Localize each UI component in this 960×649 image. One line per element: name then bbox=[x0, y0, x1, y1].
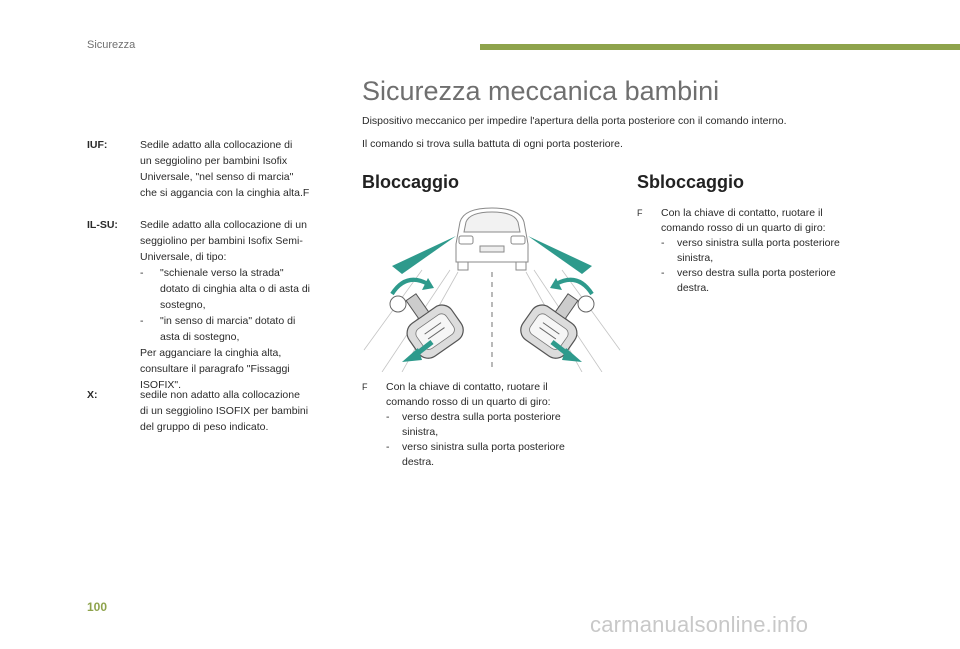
section-label: Sicurezza bbox=[87, 39, 136, 51]
unlock-instructions bbox=[637, 206, 867, 296]
ilsu-line: seggiolino per bambini Isofix Semi- bbox=[140, 235, 303, 247]
lock-instructions bbox=[362, 380, 592, 470]
right-key-icon bbox=[516, 278, 594, 363]
lock-sub-item bbox=[362, 440, 592, 470]
lock-sub-item bbox=[362, 410, 592, 440]
ilsu-term: IL-SU: bbox=[87, 219, 118, 231]
iuf-line: un seggiolino per bambini Isofix bbox=[140, 155, 288, 167]
lock-sub-line: verso sinistra sulla porta posteriore bbox=[402, 441, 565, 453]
bullet-line: asta di sostegno, bbox=[160, 331, 240, 343]
unlock-sub-line: sinistra, bbox=[677, 252, 714, 264]
lock-line: Con la chiave di contatto, ruotare il bbox=[386, 381, 548, 393]
unlock-sub-item bbox=[637, 266, 867, 296]
ilsu-line: Sedile adatto alla collocazione di un bbox=[140, 219, 307, 231]
checkbox-marker-icon: F bbox=[362, 382, 368, 392]
iuf-line: Sedile adatto alla collocazione di bbox=[140, 139, 293, 151]
unlock-sub-line: verso destra sulla porta posteriore bbox=[677, 267, 836, 279]
header-accent-bar bbox=[480, 44, 960, 50]
x-line: sedile non adatto alla collocazione bbox=[140, 389, 300, 401]
x-line: del gruppo di peso indicato. bbox=[140, 421, 269, 433]
ilsu-after-line: consultare il paragrafo "Fissaggi bbox=[140, 363, 290, 375]
car-rear-view bbox=[456, 208, 528, 270]
unlock-sub-item bbox=[637, 236, 867, 266]
bullet-dash: - bbox=[140, 267, 144, 279]
lock-sub-line: sinistra, bbox=[402, 426, 439, 438]
ilsu-line: Universale, di tipo: bbox=[140, 251, 227, 263]
sub-dash: - bbox=[386, 441, 390, 453]
lock-sub-line: destra. bbox=[402, 456, 435, 468]
unlock-step bbox=[637, 206, 867, 236]
ilsu-after-line: Per agganciare la cinghia alta, bbox=[140, 347, 282, 359]
watermark: carmanualsonline.info bbox=[590, 612, 809, 637]
x-description bbox=[140, 387, 340, 435]
left-beam bbox=[392, 236, 456, 274]
lock-line: comando rosso di un quarto di giro: bbox=[386, 396, 551, 408]
lock-step bbox=[362, 380, 592, 410]
iuf-description bbox=[140, 137, 340, 201]
sub-dash: - bbox=[661, 237, 665, 249]
x-line: di un seggiolino ISOFIX per bambini bbox=[140, 405, 309, 417]
iuf-line: Universale, "nel senso di marcia" bbox=[140, 171, 294, 183]
ilsu-after-line: ISOFIX". bbox=[140, 379, 182, 391]
bullet-dash: - bbox=[140, 315, 144, 327]
checkbox-marker-icon: F bbox=[637, 208, 643, 218]
sub-dash: - bbox=[386, 411, 390, 423]
unlock-heading: Sbloccaggio bbox=[637, 172, 745, 192]
ilsu-bullet bbox=[140, 265, 340, 313]
child-lock-illustration bbox=[362, 200, 622, 372]
unlock-sub-line: destra. bbox=[677, 282, 710, 294]
intro-paragraph-1: Dispositivo meccanico per impedire l'apertura della porta posteriore con il comando interno. bbox=[362, 115, 787, 127]
ilsu-bullet bbox=[140, 313, 340, 345]
page-title: Sicurezza meccanica bambini bbox=[362, 76, 720, 106]
left-key-icon bbox=[390, 278, 468, 363]
unlock-sub-line: verso sinistra sulla porta posteriore bbox=[677, 237, 840, 249]
bullet-line: sostegno, bbox=[160, 299, 206, 311]
right-beam bbox=[528, 236, 592, 274]
sub-dash: - bbox=[661, 267, 665, 279]
unlock-line: Con la chiave di contatto, ruotare il bbox=[661, 207, 823, 219]
bullet-line: "schienale verso la strada" bbox=[160, 267, 284, 279]
bullet-line: dotato di cinghia alta o di asta di bbox=[160, 283, 311, 295]
unlock-line: comando rosso di un quarto di giro: bbox=[661, 222, 826, 234]
lock-sub-line: verso destra sulla porta posteriore bbox=[402, 411, 561, 423]
x-term: X: bbox=[87, 389, 98, 401]
lock-heading: Bloccaggio bbox=[362, 172, 460, 192]
iuf-term: IUF: bbox=[87, 139, 108, 151]
page-number: 100 bbox=[87, 600, 108, 614]
intro-paragraph-2: Il comando si trova sulla battuta di ogni porta posteriore. bbox=[362, 138, 623, 150]
bullet-line: "in senso di marcia" dotato di bbox=[160, 315, 296, 327]
ilsu-description bbox=[140, 217, 340, 393]
iuf-line: che si aggancia con la cinghia alta.F bbox=[140, 187, 310, 199]
